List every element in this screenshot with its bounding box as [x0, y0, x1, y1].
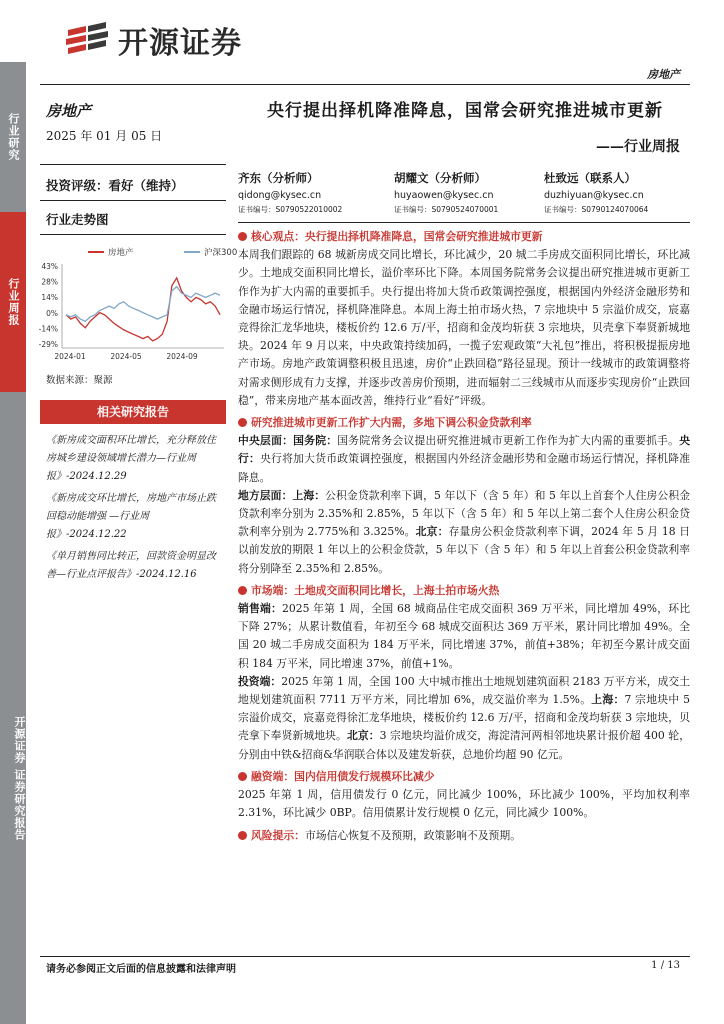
series-line [66, 278, 220, 341]
section-paragraph: 中央层面：国务院：国务院常务会议提出研究推进城市更新工作作为扩大内需的重要抓手。央行：央行将加大货币政策调控强度，根据国内外经济金融形势和金融市场运行情况，择机降准降息。 [238, 434, 691, 484]
report-date: 2025 年 01 月 05 日 [46, 129, 163, 143]
analyst-card [394, 170, 544, 215]
series-line [66, 287, 220, 322]
legend-label: 房地产 [108, 248, 134, 258]
trend-chart-title: 行业走势图 [46, 212, 109, 227]
x-tick-label: 2024-09 [166, 352, 198, 361]
y-tick-label: 28% [41, 277, 58, 287]
company-logo [64, 20, 242, 60]
bullet-icon [238, 232, 247, 241]
section-heading: 研究推进城市更新工作扩大内需，多地下调公积金贷款利率 [238, 414, 690, 432]
section-heading: 核心观点：央行提出择机降准降息，国常会研究推进城市更新 [238, 228, 690, 246]
category-tag: 房地产 [647, 68, 680, 81]
side-strip [0, 62, 26, 1024]
analyst-card [238, 170, 388, 215]
logo-text: 开源证券 [118, 26, 242, 61]
y-tick-label: 43% [41, 262, 58, 271]
section-paragraph: 销售端：2025 年第 1 周，全国 68 城商品住宅成交面积 369 万平米，同比增加 49%，环比下降 27%；从累计数值看，年初至今 68 城成交面积达 369 万平米，累计同比增加 49%。全国 20 城二手房成交面积为 184 万平米，同比增速 37%，前值+38%；年初至今累计成交面积 184 万平米，同比增速 37%，前值+1%。 [238, 602, 690, 670]
analyst-email[interactable]: huyaowen@kysec.cn [394, 190, 494, 201]
section-heading: 融资端：国内信用债发行规模环比减少 [238, 768, 690, 786]
bullet-icon [238, 586, 247, 595]
section-paragraph: 2025 年第 1 周，信用债发行 0 亿元，同比减少 100%，环比减少 100%，平均加权利率 2.31%，环比减少 0BP。信用债累计发行规模 0 亿元，同比减少 100%。 [238, 788, 690, 820]
analyst-cert: 证书编号：S0790124070064 [544, 205, 649, 214]
analyst-email[interactable]: duzhiyuan@kysec.cn [544, 190, 644, 201]
bullet-icon [238, 772, 247, 781]
related-report-item[interactable]: 《新房成交面积环比增长，充分释放住房城乡建设领域增长潜力—行业周报》-2024.12.29 [46, 435, 216, 482]
footer-disclaimer: 请务必参阅正文后面的信息披露和法律声明 [46, 964, 236, 975]
sector-name: 房地产 [46, 102, 92, 120]
y-tick-label: 0% [46, 308, 58, 318]
side-strip-bottom: 开源证券 证券研究报告 [0, 392, 26, 1024]
section-paragraph: 本周我们跟踪的 68 城新房成交同比增长，环比减少，20 城二手房成交面积同比增长，环比减少。土地成交面积同比增长，溢价率环比下降。本周国务院常务会议提出研究推进城市更新工作作为扩大内需的重要抓手。央行提出将加大货币政策调控强度，根据国内外经济金融形势和金融市场运行情况，择机降准降息。本周上海土拍市场火热，7 宗地块中 5 宗溢价成交，宸嘉竞得徐汇龙华地块，楼板价约 12.6 万/平，招商和金茂均斩获 3 宗地块，贝壳拿下奉贤新城地块。2024 年 9 月以来，中央政策持续加码，一揽子宏观政策“大礼包”推出，将积极提振房地产市场。房地产政策调整积极且迅速，房价“止跌回稳”路径显现。预计一线城市的政策调整将对需求侧形成有力支撑，并逐步改善房价预期，进而辐射二三线城市从而逐步实现房价“止跌回稳”，带来房地产基本面改善，维持行业“看好”评级。 [238, 248, 690, 407]
footer-divider [40, 956, 690, 957]
risk-warning: 风险提示：市场信心恢复不及预期，政策影响不及预期。 [238, 827, 690, 845]
y-tick-label: 14% [41, 293, 58, 303]
analyst-cert: 证书编号：S0790524070001 [394, 205, 499, 214]
bullet-icon [238, 831, 247, 840]
page-number: 1 / 13 [651, 960, 680, 971]
x-tick-label: 2024-05 [110, 352, 142, 361]
trend-chart [32, 240, 238, 361]
related-report-item[interactable]: 《新房成交环比增长，房地产市场止跌回稳动能增强 —行业周报》-2024.12.22 [46, 493, 216, 540]
analyst-cert: 证书编号：S0790522010002 [238, 205, 343, 214]
x-tick-label: 2024-01 [54, 352, 86, 361]
section-paragraph: 地方层面：上海：公积金贷款利率下调，5 年以下（含 5 年）和 5 年以上首套个人住房公积金贷款利率分别为 2.35%和 2.85%，5 年以下（含 5 年）和 5 年以上第二套个人住房公积金贷款利率分别为 2.775%和 3.325%。北京：存量房公积金贷款利率下调，2024 年 5 月 18 日以前发放的期限 1 年以上的公积金贷款，5 年以下（含 5 年）和 5 年以上首套公积金贷款利率将分别降至 2.35%和 2.85%。 [238, 488, 691, 575]
left-divider [40, 164, 226, 165]
bullet-icon [238, 418, 247, 427]
y-tick-label: -14% [38, 324, 58, 334]
logo-mark-icon [64, 20, 110, 60]
left-divider [40, 234, 226, 235]
header-divider [40, 84, 690, 85]
analyst-card [544, 170, 694, 215]
related-report-item[interactable]: 《单月销售同比转正，回款资金明显改善—行业点评报告》-2024.12.16 [46, 551, 216, 580]
analyst-name: 杜致远（联系人） [544, 171, 636, 185]
analyst-block [238, 170, 690, 222]
section-heading: 市场端：土地成交面积同比增长，上海土拍市场火热 [238, 582, 690, 600]
report-subtitle: ——行业周报 [596, 139, 680, 155]
analyst-name: 齐东（分析师） [238, 171, 319, 185]
side-strip-middle: 行业周报 [0, 212, 26, 392]
report-title: 央行提出择机降准降息，国常会研究推进城市更新 [267, 101, 663, 121]
chart-source: 数据来源：聚源 [46, 375, 113, 386]
side-strip-top: 行业研究 [0, 62, 26, 212]
report-body [238, 228, 690, 845]
analyst-name: 胡耀文（分析师） [394, 171, 486, 185]
left-divider [40, 200, 226, 201]
section-paragraph: 投资端：2025 年第 1 周，全国 100 大中城市推出土地规划建筑面积 2183 万平方米，成交土地规划建筑面积 7711 万平方米，同比增加 6%，成交溢价率为 1.5%。上海：7 宗地块中 5 宗溢价成交，宸嘉竞得徐汇龙华地块，楼板价约 12.6 万/平，招商和金茂均斩获 3 宗地块，贝壳拿下奉贤新城地块。北京：3 宗地块均溢价成交，海淀清河两相邻地块累计报价超 400 轮，分别由中铁&招商&华润联合体以及建发斩获，总地价均超 90 亿元。 [238, 674, 691, 761]
legend-label: 沪深300 [204, 248, 238, 258]
analyst-divider [238, 222, 690, 223]
related-reports-title: 相关研究报告 [40, 400, 226, 424]
investment-rating: 投资评级：看好（维持） [46, 178, 184, 193]
analyst-email[interactable]: qidong@kysec.cn [238, 190, 322, 201]
related-reports-list [46, 432, 224, 588]
y-tick-label: -29% [38, 340, 58, 349]
